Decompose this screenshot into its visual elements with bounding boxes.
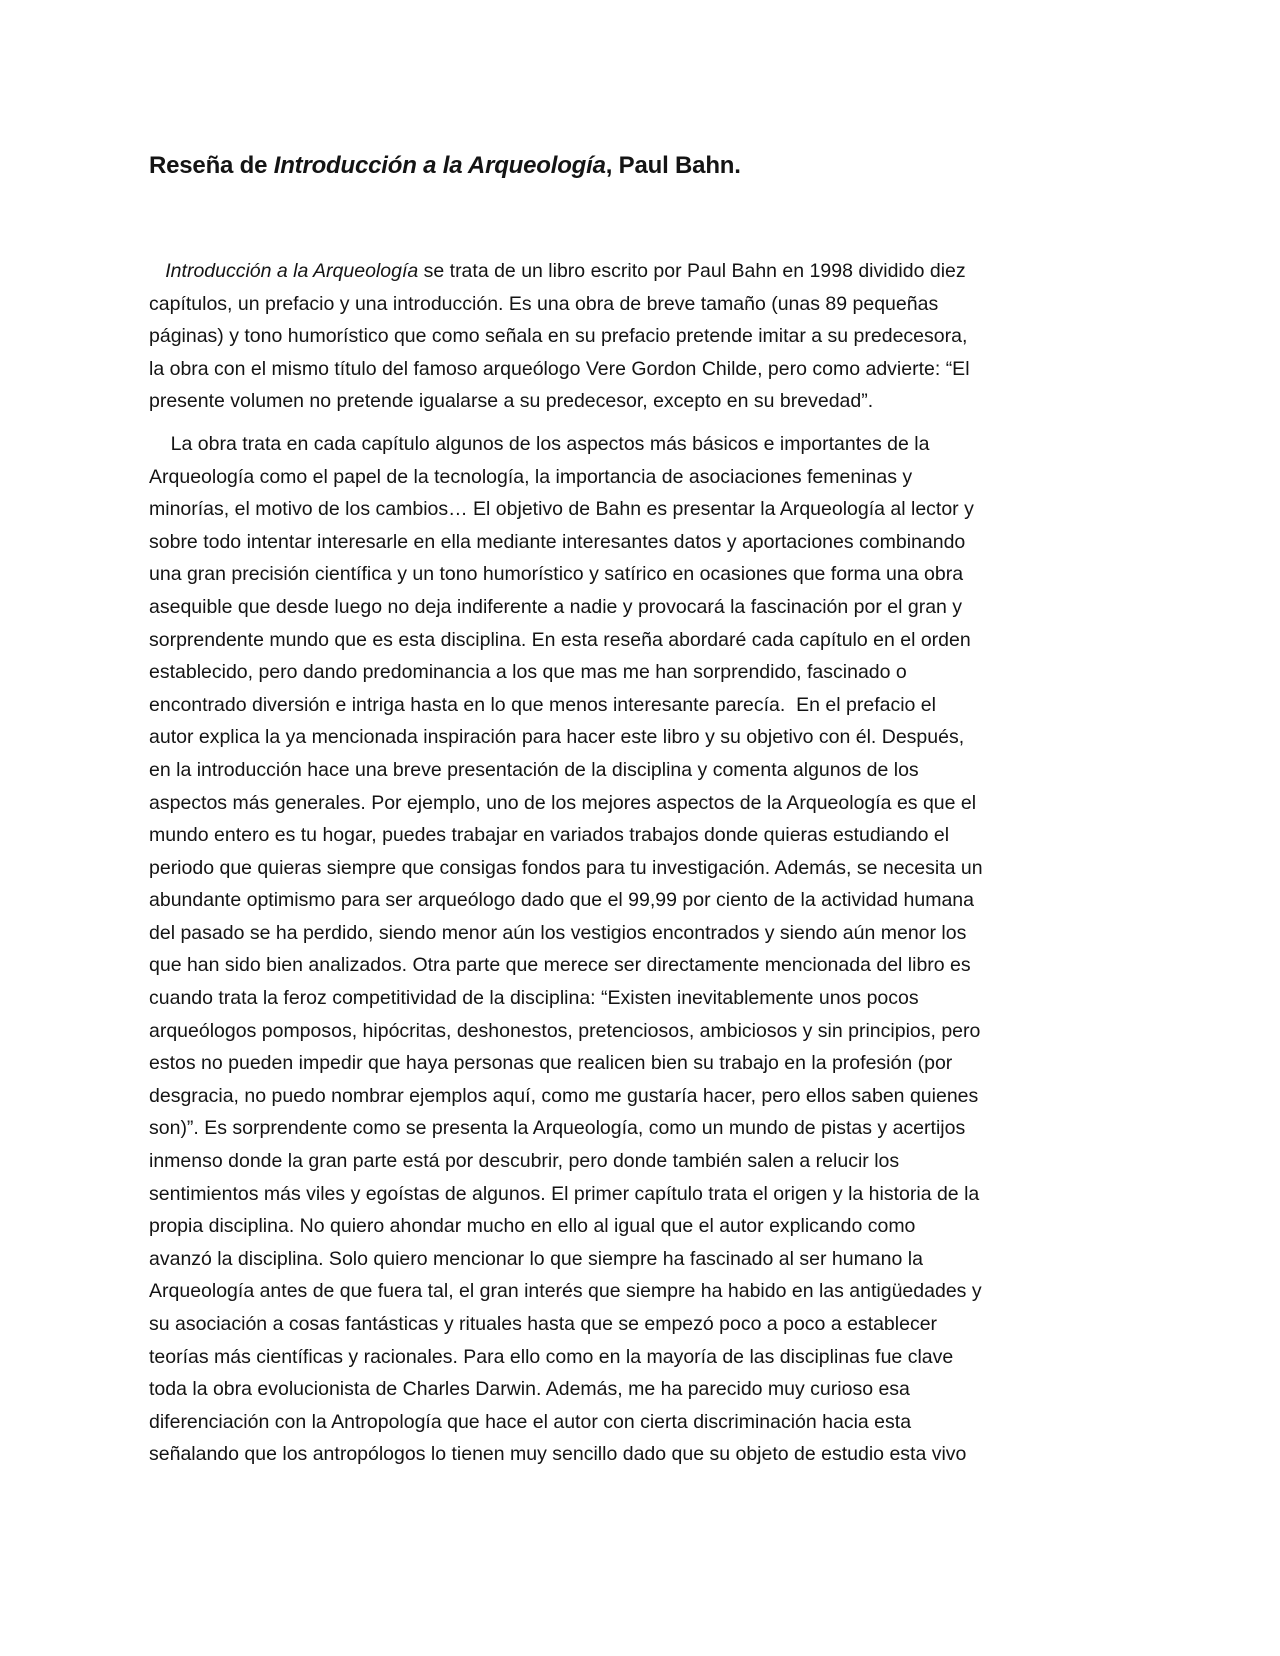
paragraph-line: minorías, el motivo de los cambios… El objetivo de Bahn es presentar la Arqueología al lector y	[149, 498, 974, 521]
paragraph-line	[149, 428, 1129, 461]
paragraph-line	[149, 255, 1129, 288]
paragraph-line: avanzó la disciplina. Solo quiero mencionar lo que siempre ha fascinado al ser humano la	[149, 1247, 923, 1270]
paragraph-line: su asociación a cosas fantásticas y rituales hasta que se empezó poco a poco a establecer	[149, 1313, 938, 1335]
paragraph-line: mundo entero es tu hogar, puedes trabajar en variados trabajos donde quieras estudiando el	[149, 824, 950, 847]
paragraph-line: la obra con el mismo título del famoso arqueólogo Vere Gordon Childe, pero como advierte: “El	[149, 357, 970, 380]
paragraph-2	[149, 428, 1129, 1471]
paragraph-line: del pasado se ha perdido, siendo menor aún los vestigios encontrados y siendo aún menor los	[149, 921, 967, 944]
paragraph-line: establecido, pero dando predominancia a los que mas me han sorprendido, fascinado o	[149, 661, 907, 684]
paragraph-line: en la introducción hace una breve presentación de la disciplina y comenta algunos de los	[149, 758, 919, 781]
paragraph-line: Arqueología antes de que fuera tal, el gran interés que siempre ha habido en las antigüedades y	[149, 1280, 982, 1303]
paragraph-line: periodo que quieras siempre que consigas fondos para tu investigación. Además, se necesita un	[149, 856, 983, 879]
paragraph-line: asequible que desde luego no deja indiferente a nadie y provocará la fascinación por el gran y	[149, 595, 963, 618]
paragraph-line: aspectos más generales. Por ejemplo, uno de los mejores aspectos de la Arqueología es que el	[149, 791, 977, 814]
paragraph-line: capítulos, un prefacio y una introducción. Es una obra de breve tamaño (unas 89 pequeñas	[149, 292, 939, 315]
paragraph-line: una gran precisión científica y un tono humorístico y satírico en ocasiones que forma una obra	[149, 563, 964, 586]
paragraph-1	[149, 255, 1129, 418]
paragraph-line: arqueólogos pomposos, hipócritas, deshonestos, pretenciosos, ambiciosos y sin principios, pero	[149, 1019, 981, 1042]
review-body	[149, 255, 1129, 1471]
paragraph-line: sobre todo intentar interesarle en ella mediante interesantes datos y aportaciones combinando	[149, 530, 966, 553]
paragraph-line: son)”. Es sorprendente como se presenta la Arqueología, como un mundo de pistas y acertijos	[149, 1117, 966, 1140]
title-book-name: Introducción a la Arqueología	[273, 152, 606, 179]
line-text: se trata de un libro escrito por Paul Bahn en 1998 dividido diez	[418, 260, 966, 282]
paragraph-line: teorías más científicas y racionales. Para ello como en la mayoría de las disciplinas fue clave	[149, 1345, 954, 1368]
paragraph-line: estos no pueden impedir que haya personas que realicen bien su trabajo en la profesión (por	[149, 1052, 953, 1075]
paragraph-line: sentimientos más viles y egoístas de algunos. El primer capítulo trata el origen y la historia de la	[149, 1182, 980, 1205]
title-prefix: Reseña de	[149, 152, 274, 179]
paragraph-line: señalando que los antropólogos lo tienen muy sencillo dado que su objeto de estudio esta vivo	[149, 1443, 967, 1466]
paragraph-line: autor explica la ya mencionada inspiración para hacer este libro y su objetivo con él. Después,	[149, 726, 965, 749]
paragraph-line: Arqueología como el papel de la tecnología, la importancia de asociaciones femeninas y	[149, 465, 913, 488]
paragraph-line: sorprendente mundo que es esta disciplina. En esta reseña abordaré cada capítulo en el orden	[149, 628, 971, 651]
paragraph-line: páginas) y tono humorístico que como señala en su prefacio pretende imitar a su predecesora,	[149, 325, 968, 348]
paragraph-line: encontrado diversión e intriga hasta en lo que menos interesante parecía. En el prefacio el	[149, 693, 936, 716]
paragraph-line: desgracia, no puedo nombrar ejemplos aquí, como me gustaría hacer, pero ellos saben quienes	[149, 1084, 979, 1107]
document-title	[149, 150, 1149, 182]
paragraph-line: que han sido bien analizados. Otra parte que merece ser directamente mencionada del libro es	[149, 954, 971, 977]
title-suffix: , Paul Bahn.	[605, 152, 741, 179]
paragraph-line: diferenciación con la Antropología que hace el autor con cierta discriminación hacia esta	[149, 1410, 912, 1433]
paragraph-line: toda la obra evolucionista de Charles Darwin. Además, me ha parecido muy curioso esa	[149, 1378, 910, 1401]
paragraph-line: presente volumen no pretende igualarse a su predecesor, excepto en su brevedad”.	[149, 390, 874, 413]
paragraph-line: cuando trata la feroz competitividad de la disciplina: “Existen inevitablemente unos pocos	[149, 987, 919, 1010]
book-title-italic: Introducción a la Arqueología	[165, 260, 419, 282]
paragraph-line: abundante optimismo para ser arqueólogo dado que el 99,99 por ciento de la actividad humana	[149, 889, 974, 912]
line-text: La obra trata en cada capítulo algunos de los aspectos más básicos e importantes de la	[170, 432, 930, 455]
paragraph-line: inmenso donde la gran parte está por descubrir, pero donde también salen a relucir los	[149, 1150, 900, 1173]
paragraph-line: propia disciplina. No quiero ahondar mucho en ello al igual que el autor explicando como	[149, 1215, 916, 1238]
